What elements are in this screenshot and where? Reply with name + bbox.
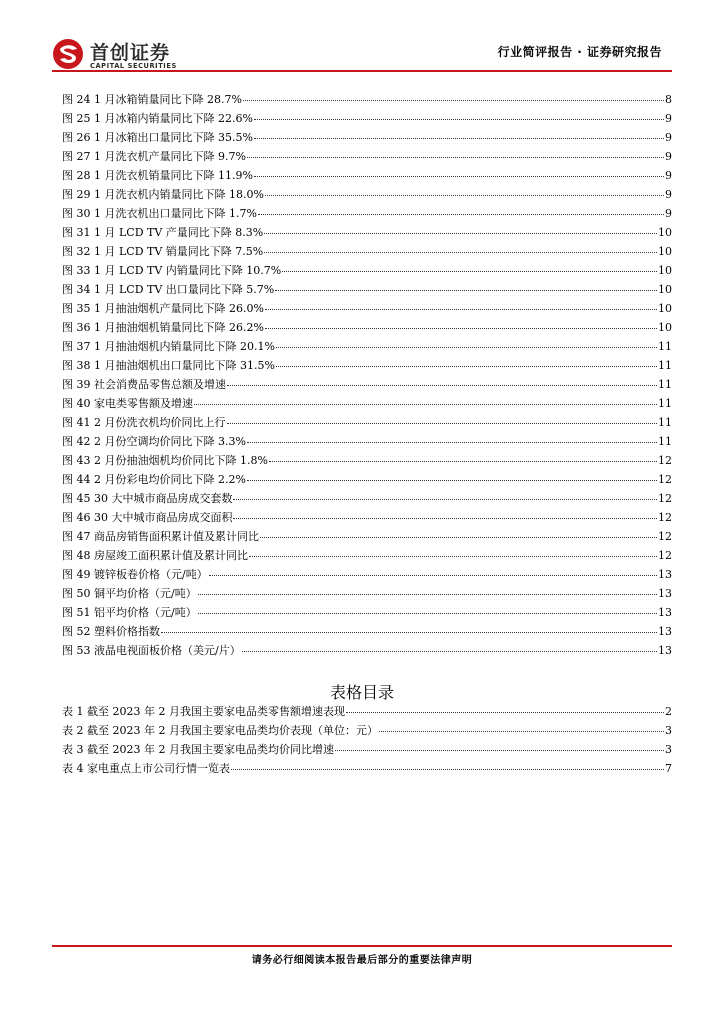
toc-entry-label: 图 50 铜平均价格（元/吨） bbox=[62, 587, 197, 600]
toc-entry-page: 9 bbox=[665, 169, 672, 182]
toc-entry-page: 12 bbox=[658, 492, 672, 505]
toc-entry-page: 12 bbox=[658, 473, 672, 486]
toc-entry-page: 9 bbox=[665, 112, 672, 125]
toc-entry-label: 图 30 1 月洗衣机出口量同比下降 1.7% bbox=[62, 207, 257, 220]
toc-leader-dots bbox=[276, 335, 657, 348]
toc-entry-page: 13 bbox=[658, 606, 672, 619]
toc-leader-dots bbox=[254, 126, 664, 139]
page-header bbox=[0, 0, 724, 80]
toc-entry-page: 10 bbox=[658, 283, 672, 296]
toc-entry-page: 12 bbox=[658, 454, 672, 467]
toc-entry-page: 9 bbox=[665, 131, 672, 144]
toc-entry-label: 图 48 房屋竣工面积累计值及累计同比 bbox=[62, 549, 248, 562]
toc-leader-dots bbox=[247, 430, 657, 443]
toc-entry-label: 图 34 1 月 LCD TV 出口量同比下降 5.7% bbox=[62, 283, 275, 296]
toc-entry-page: 11 bbox=[658, 435, 672, 448]
toc-leader-dots bbox=[265, 316, 657, 329]
toc-entry-label: 表 3 截至 2023 年 2 月我国主要家电品类均价同比增速 bbox=[62, 743, 334, 756]
toc-entry-label: 图 27 1 月洗衣机产量同比下降 9.7% bbox=[62, 150, 246, 163]
toc-entry[interactable] bbox=[62, 759, 672, 778]
logo-chinese-name: 首创证券 bbox=[90, 42, 171, 64]
toc-leader-dots bbox=[265, 297, 657, 310]
header-divider bbox=[52, 70, 672, 72]
toc-leader-dots bbox=[227, 373, 657, 386]
toc-leader-dots bbox=[254, 107, 664, 120]
toc-leader-dots bbox=[282, 259, 657, 272]
toc-entry-page: 13 bbox=[658, 625, 672, 638]
toc-leader-dots bbox=[247, 468, 657, 481]
toc-leader-dots bbox=[227, 411, 658, 424]
toc-entry-label: 图 28 1 月洗衣机销量同比下降 11.9% bbox=[62, 169, 253, 182]
toc-leader-dots bbox=[379, 719, 664, 732]
toc-leader-dots bbox=[161, 620, 657, 633]
toc-entry-page: 10 bbox=[658, 226, 672, 239]
toc-leader-dots bbox=[249, 544, 657, 557]
toc-leader-dots bbox=[231, 757, 664, 770]
toc-entry-page: 12 bbox=[658, 511, 672, 524]
toc-leader-dots bbox=[233, 487, 657, 500]
toc-leader-dots bbox=[275, 278, 657, 291]
toc-leader-dots bbox=[346, 700, 664, 713]
toc-entry-label: 图 43 2 月份抽油烟机均价同比下降 1.8% bbox=[62, 454, 268, 467]
toc-entry-page: 12 bbox=[658, 549, 672, 562]
toc-leader-dots bbox=[194, 392, 657, 405]
toc-entry-page: 12 bbox=[658, 530, 672, 543]
toc-entry-label: 图 26 1 月冰箱出口量同比下降 35.5% bbox=[62, 131, 253, 144]
toc-entry-label: 图 24 1 月冰箱销量同比下降 28.7% bbox=[62, 93, 242, 106]
toc-leader-dots bbox=[242, 639, 657, 652]
toc-leader-dots bbox=[265, 183, 664, 196]
company-logo bbox=[52, 38, 192, 72]
toc-entry-page: 11 bbox=[658, 397, 672, 410]
legal-disclaimer: 请务必行细阅读本报告最后部分的重要法律声明 bbox=[251, 955, 473, 966]
toc-entry-label: 图 36 1 月抽油烟机销量同比下降 26.2% bbox=[62, 321, 264, 334]
tables-toc bbox=[62, 702, 672, 778]
toc-entry-label: 图 42 2 月份空调均价同比下降 3.3% bbox=[62, 435, 246, 448]
toc-entry-label: 图 45 30 大中城市商品房成交套数 bbox=[62, 492, 233, 505]
toc-entry-label: 图 31 1 月 LCD TV 产量同比下降 8.3% bbox=[62, 226, 264, 239]
toc-entry-label: 图 39 社会消费品零售总额及增速 bbox=[62, 378, 226, 391]
toc-entry-label: 表 1 截至 2023 年 2 月我国主要家电品类零售额增速表现 bbox=[62, 705, 345, 718]
toc-entry-page: 10 bbox=[658, 302, 672, 315]
toc-entry-label: 图 37 1 月抽油烟机内销量同比下降 20.1% bbox=[62, 340, 275, 353]
logo-mark-icon bbox=[52, 38, 86, 70]
toc-leader-dots bbox=[335, 738, 664, 751]
toc-entry-page: 8 bbox=[665, 93, 672, 106]
toc-leader-dots bbox=[254, 164, 664, 177]
toc-entry-label: 表 4 家电重点上市公司行情一览表 bbox=[62, 762, 230, 775]
toc-leader-dots bbox=[209, 563, 657, 576]
toc-leader-dots bbox=[233, 506, 657, 519]
figures-toc bbox=[62, 90, 672, 660]
toc-entry-page: 9 bbox=[665, 207, 672, 220]
footer-divider bbox=[52, 945, 672, 947]
toc-entry-page: 11 bbox=[658, 378, 672, 391]
toc-leader-dots bbox=[269, 449, 657, 462]
toc-entry-label: 图 29 1 月洗衣机内销量同比下降 18.0% bbox=[62, 188, 264, 201]
toc-entry-page: 11 bbox=[658, 416, 672, 429]
toc-entry-label: 图 25 1 月冰箱内销量同比下降 22.6% bbox=[62, 112, 253, 125]
toc-entry-page: 9 bbox=[665, 150, 672, 163]
toc-entry-page: 10 bbox=[658, 321, 672, 334]
toc-entry-page: 2 bbox=[665, 705, 672, 718]
toc-leader-dots bbox=[198, 601, 657, 614]
toc-entry-page: 11 bbox=[658, 359, 672, 372]
toc-entry-label: 表 2 截至 2023 年 2 月我国主要家电品类均价表现（单位：元） bbox=[62, 724, 378, 737]
toc-entry-label: 图 41 2 月份洗衣机均价同比上行 bbox=[62, 416, 226, 429]
toc-entry-page: 10 bbox=[658, 264, 672, 277]
toc-leader-dots bbox=[198, 582, 657, 595]
toc-entry-page: 3 bbox=[665, 724, 672, 737]
toc-leader-dots bbox=[260, 525, 657, 538]
logo-english-name: CAPITAL SECURITIES bbox=[90, 62, 177, 70]
toc-entry-page: 11 bbox=[658, 340, 672, 353]
toc-entry-label: 图 51 铝平均价格（元/吨） bbox=[62, 606, 197, 619]
toc-entry-label: 图 46 30 大中城市商品房成交面积 bbox=[62, 511, 233, 524]
toc-leader-dots bbox=[258, 202, 664, 215]
toc-leader-dots bbox=[276, 354, 657, 367]
toc-entry-page: 13 bbox=[658, 568, 672, 581]
toc-entry-page: 7 bbox=[665, 762, 672, 775]
toc-entry-label: 图 44 2 月份彩电均价同比下降 2.2% bbox=[62, 473, 246, 486]
toc-entry-label: 图 49 镀锌板卷价格（元/吨） bbox=[62, 568, 208, 581]
toc-entry-label: 图 38 1 月抽油烟机出口量同比下降 31.5% bbox=[62, 359, 275, 372]
toc-entry[interactable] bbox=[62, 641, 672, 660]
tables-toc-title: 表格目录 bbox=[329, 683, 394, 702]
toc-entry-label: 图 33 1 月 LCD TV 内销量同比下降 10.7% bbox=[62, 264, 282, 277]
toc-entry-label: 图 53 液晶电视面板价格（美元/片） bbox=[62, 644, 241, 657]
toc-entry-label: 图 35 1 月抽油烟机产量同比下降 26.0% bbox=[62, 302, 264, 315]
toc-entry-page: 13 bbox=[658, 587, 672, 600]
toc-leader-dots bbox=[264, 221, 657, 234]
toc-entry-label: 图 47 商品房销售面积累计值及累计同比 bbox=[62, 530, 259, 543]
report-type-label: 行业简评报告 · 证券研究报告 bbox=[497, 45, 662, 59]
toc-leader-dots bbox=[247, 145, 664, 158]
toc-entry-label: 图 52 塑料价格指数 bbox=[62, 625, 160, 638]
toc-entry-page: 10 bbox=[658, 245, 672, 258]
toc-leader-dots bbox=[243, 88, 664, 101]
toc-entry-page: 13 bbox=[658, 644, 672, 657]
toc-entry-label: 图 32 1 月 LCD TV 销量同比下降 7.5% bbox=[62, 245, 264, 258]
toc-entry-page: 3 bbox=[665, 743, 672, 756]
toc-leader-dots bbox=[264, 240, 657, 253]
toc-entry-page: 9 bbox=[665, 188, 672, 201]
toc-entry-label: 图 40 家电类零售额及增速 bbox=[62, 397, 193, 410]
